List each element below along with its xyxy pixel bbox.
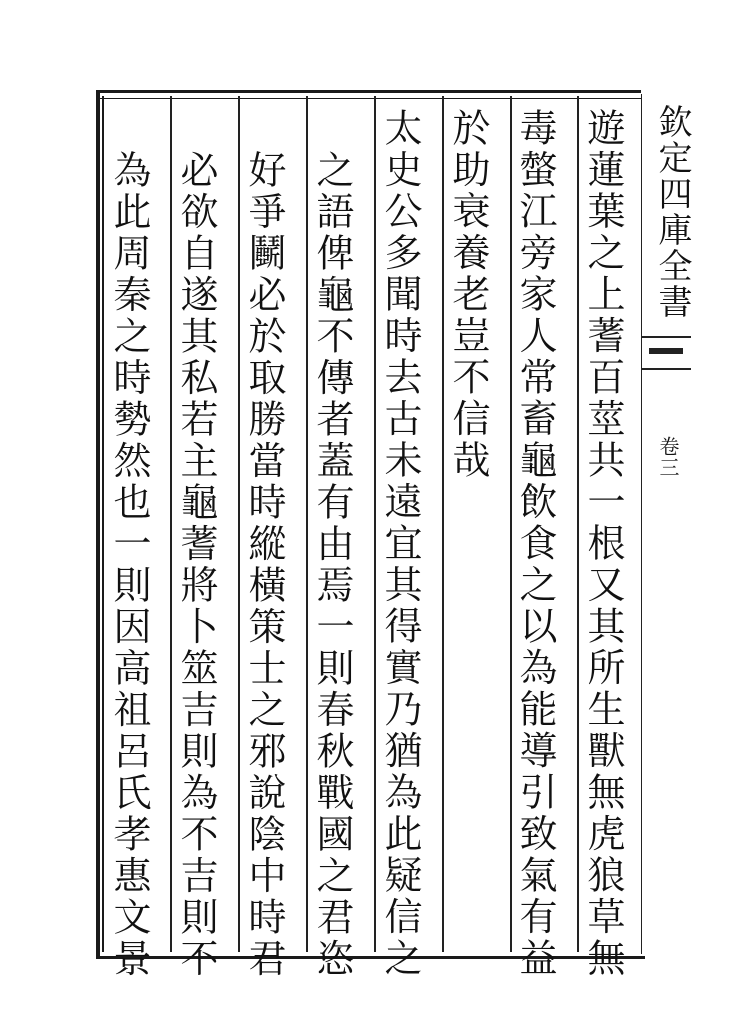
column-rule xyxy=(442,96,444,952)
column-rule xyxy=(510,96,512,952)
text-column-5: 之語俾龜不傳者蓋有由焉一則春秋戰國之君恣 xyxy=(310,150,354,980)
text-column-1: 遊蓮葉之上蓍百莖共一根又其所生獸無虎狼草無 xyxy=(581,108,625,980)
page-border-top xyxy=(96,90,641,99)
text-column-4: 太史公多聞時去古未遠宜其得實乃猶為此疑信之 xyxy=(378,108,422,980)
text-column-7: 必欲自遂其私若主龜蓍將卜筮吉則為不吉則不 xyxy=(174,150,218,980)
text-column-8: 為此周秦之時勢然也一則因高祖呂氏孝惠文景 xyxy=(107,150,151,980)
column-rule xyxy=(577,96,579,952)
fishtail-mark xyxy=(641,336,691,370)
column-rule xyxy=(170,96,172,952)
book-title: 欽定四庫全書 xyxy=(652,104,692,320)
column-rule xyxy=(238,96,240,952)
volume-label: 卷三 xyxy=(656,436,680,478)
column-rule xyxy=(374,96,376,952)
page-border-inner-rule xyxy=(102,96,104,952)
column-rule xyxy=(306,96,308,952)
text-column-2: 毒螫江旁家人常畜龜飲食之以為能導引致氣有益 xyxy=(513,108,557,980)
text-column-3: 於助衰養老豈不信哉 xyxy=(446,108,490,482)
text-column-6: 好爭鬭必於取勝當時縱橫策士之邪說陰中時君 xyxy=(242,150,286,980)
